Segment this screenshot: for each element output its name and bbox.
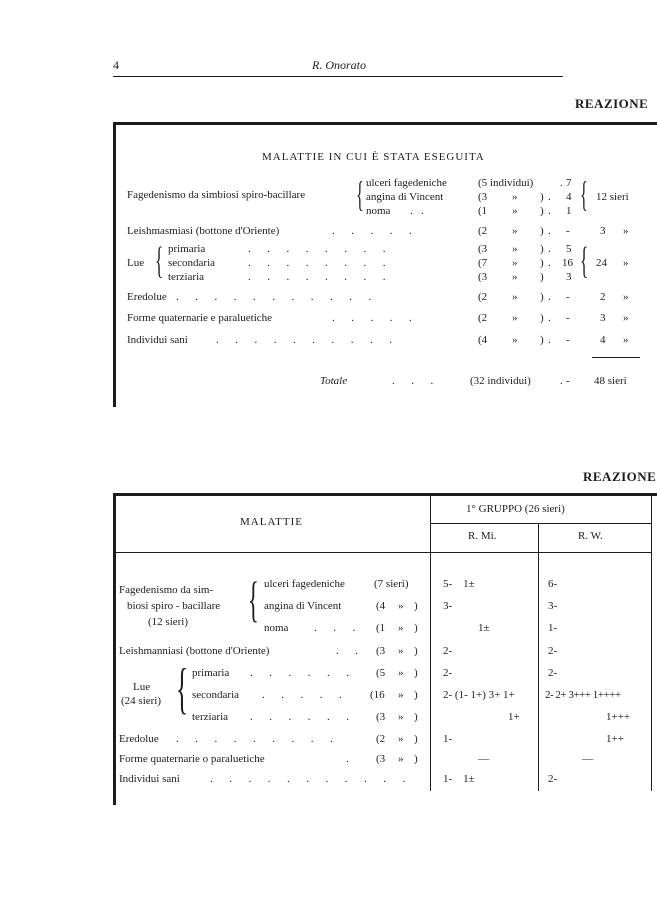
fage-row-label: angina di Vincent	[366, 191, 444, 203]
col-rule-1	[430, 496, 431, 791]
col-malattie: MALATTIE	[240, 516, 303, 528]
other2-row-rmi: 1-	[443, 733, 453, 745]
fage-total-brace: {	[580, 174, 588, 214]
totale-count: (32 individui)	[470, 375, 531, 387]
leish-count: (2	[478, 225, 488, 237]
fage-label: Fagedenismo da simbiosi spiro-bacillare	[127, 189, 306, 201]
lue-row-value: 16	[562, 257, 573, 269]
lue2-row-label: terziaria	[192, 711, 229, 723]
sum-rule	[592, 357, 640, 358]
fage-row-label: ulceri fagedeniche	[366, 177, 447, 189]
fage2-row-label: angina di Vincent	[264, 600, 342, 612]
totale-label: Totale	[320, 375, 348, 387]
lue2-row-rmi: 1+	[508, 711, 520, 723]
other2-row-label: Forme quaternarie o paraluetiche	[119, 753, 265, 765]
other2-row-label: Eredolue	[119, 733, 159, 745]
lue2-row-rw: 2-	[548, 667, 558, 679]
fage2-row-rmi: 1±	[478, 622, 490, 634]
totale-total: 48 sieri	[594, 375, 627, 387]
other-row-label: Eredolue	[127, 291, 167, 303]
fage-row-count: (3	[478, 191, 488, 203]
fage-row-count: (5 individui)	[478, 177, 534, 189]
leish2-rmi: 2-	[443, 645, 453, 657]
lue-brace: {	[155, 240, 164, 282]
lue2-row-label: secondaria	[192, 689, 240, 701]
running-head: R. Onorato	[312, 58, 366, 72]
other-row-total: 4	[600, 334, 606, 346]
col-rule-3	[651, 496, 652, 791]
other-row-label: Individui sani	[127, 334, 188, 346]
other-row-label: Forme quaternarie e paraluetiche	[127, 312, 273, 324]
col-rule-2	[538, 523, 539, 791]
lue-row-value: 3	[566, 271, 572, 283]
group-header: 1° GRUPPO (26 sieri)	[466, 503, 565, 515]
fage2-row-label: ulceri fagedeniche	[264, 578, 345, 590]
fage2-row-count: (7 sieri)	[374, 578, 409, 590]
other2-row-rmi: 1- 1±	[443, 773, 475, 785]
table2-top-rule	[113, 493, 657, 496]
lue-row-value: 5	[566, 243, 572, 255]
lue2-row-rw: 2- 2+ 3+++ 1++++	[545, 689, 621, 701]
col-rmi: R. Mi.	[468, 530, 497, 542]
other2-row-rw: —	[582, 753, 593, 765]
table2-left-rule	[113, 493, 116, 805]
other2-row-rw: 1++	[606, 733, 624, 745]
fage-total: 12 sieri	[596, 191, 629, 203]
fage-row-label: noma	[366, 205, 391, 217]
leish2-label: Leishmanniasi (bottone d'Oriente)	[119, 645, 270, 657]
leish-label: Leishmasmiasi (bottone d'Oriente)	[127, 225, 280, 237]
lue2-row-rmi: 2-	[443, 667, 453, 679]
fage2-row-rw: 6-	[548, 578, 558, 590]
page-number: 4	[113, 58, 119, 72]
leish2-rw: 2-	[548, 645, 558, 657]
fage2-label-line: Fagedenismo da sim-	[119, 584, 214, 596]
group-rule	[430, 523, 652, 524]
fage-row-unit: »	[512, 205, 518, 217]
fage2-row-rw: 3-	[548, 600, 558, 612]
table1-left-rule	[113, 122, 116, 407]
fage-row-unit: »	[512, 191, 518, 203]
fage2-brace: {	[248, 571, 259, 627]
fage2-label-line: (12 sieri)	[148, 616, 189, 628]
fage-brace: {	[356, 174, 364, 214]
header-bottom-rule	[116, 552, 652, 553]
fage-row-count: (1	[478, 205, 488, 217]
fage-row-value: 1	[566, 205, 572, 217]
fage2-row-rw: 1-	[548, 622, 558, 634]
other-row-total: 3	[600, 312, 606, 324]
header-rule	[113, 76, 563, 77]
other-row-total: 2	[600, 291, 606, 303]
fage2-row-rmi: 3-	[443, 600, 453, 612]
other2-row-rw: 2-	[548, 773, 558, 785]
lue2-row-rmi: 2- (1- 1+) 3+ 1+	[443, 689, 515, 701]
other2-row-rmi: —	[478, 753, 489, 765]
fage2-row-label: noma	[264, 622, 289, 634]
table1-top-rule	[113, 122, 657, 125]
lue2-brace: {	[176, 658, 189, 720]
lue-total-brace: {	[580, 240, 589, 282]
col-rw: R. W.	[578, 530, 603, 542]
lue-label: Lue	[127, 257, 145, 269]
table1-subtitle: MALATTIE IN CUI È STATA ESEGUITA	[262, 151, 485, 163]
fage-row-value: 4	[566, 191, 572, 203]
fage2-row-rmi: 5- 1±	[443, 578, 475, 590]
lue-total: 24	[596, 257, 607, 269]
lue-row-label: secondaria	[168, 257, 216, 269]
fage-row-value: 7	[566, 177, 572, 189]
lue-row-label: terziaria	[168, 271, 205, 283]
lue2-label-line: Lue	[133, 681, 151, 693]
lue2-label-line: (24 sieri)	[121, 695, 162, 707]
lue2-row-label: primaria	[192, 667, 230, 679]
fage2-label-line: biosi spiro - bacillare	[127, 600, 221, 612]
table1-title: REAZIONE	[575, 96, 649, 111]
lue2-row-rw: 1+++	[606, 711, 631, 723]
lue-row-label: primaria	[168, 243, 206, 255]
table2-title: REAZIONE	[583, 469, 657, 484]
leish-total: 3	[600, 225, 606, 237]
other2-row-label: Individui sani	[119, 773, 180, 785]
